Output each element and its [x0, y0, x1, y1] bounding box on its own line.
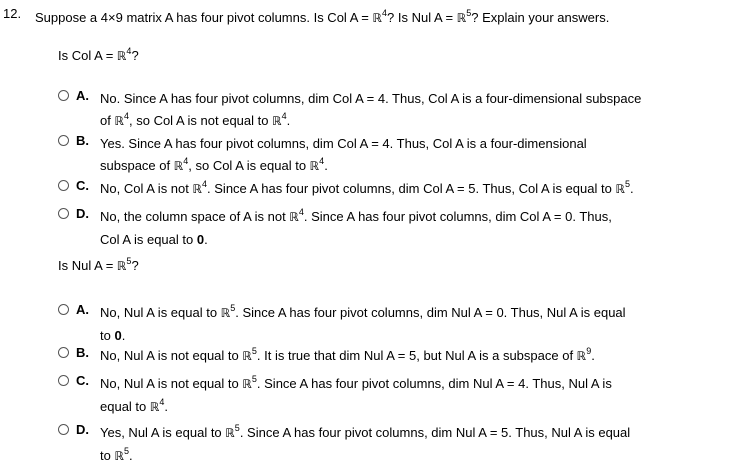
col-prompt: Is Col A = ℝ$^4$?: [58, 46, 139, 63]
radio-button[interactable]: [58, 90, 69, 101]
radio-button[interactable]: [58, 180, 69, 191]
option-text: No, Nul A is not equal to ℝ$^5$. It is true that dim Nul A = 5, but Nul A is a subspace of ℝ$^9$.: [100, 346, 595, 363]
radio-button[interactable]: [58, 135, 69, 146]
question-number: 12.: [3, 6, 22, 21]
option-text: Yes. Since A has four pivot columns, dim Col A = 4. Thus, Col A is a four-dimensional subspace of ℝ$^4$, so Col A is equal to ℝ$^4$.: [100, 136, 587, 173]
option-text: No. Since A has four pivot columns, dim Col A = 4. Thus, Col A is a four-dimensional subspace of ℝ$^4$, so Col A is not equal to ℝ$^4$.: [100, 91, 642, 128]
radio-button[interactable]: [58, 208, 69, 219]
option-text: No, Nul A is equal to ℝ$^5$. Since A has four pivot columns, dim Nul A = 0. Thus, Nul A is equal to 0.: [100, 303, 626, 343]
radio-button[interactable]: [58, 375, 69, 386]
radio-button[interactable]: [58, 424, 69, 435]
option-text: No, Nul A is not equal to ℝ$^5$. Since A has four pivot columns, dim Nul A = 4. Thus, Nul A is equal to ℝ$^4$.: [100, 374, 612, 414]
nul-prompt: Is Nul A = ℝ$^5$?: [58, 256, 139, 273]
option-text: No, Col A is not ℝ$^4$. Since A has four pivot columns, dim Col A = 5. Thus, Col A is equal to ℝ$^5$.: [100, 179, 634, 196]
question-text: Suppose a 4×9 matrix A has four pivot columns. Is Col A = ℝ$^4$? Is Nul A = ℝ$^5$? Explain your answers.: [35, 8, 610, 25]
radio-button[interactable]: [58, 347, 69, 358]
radio-button[interactable]: [58, 304, 69, 315]
option-text: Yes, Nul A is equal to ℝ$^5$. Since A has four pivot columns, dim Nul A = 5. Thus, Nul A is equal to ℝ$^5$.: [100, 423, 631, 463]
option-text: No, the column space of A is not ℝ$^4$. Since A has four pivot columns, dim Col A = 0. Thus, Col A is equal to 0.: [100, 207, 612, 247]
